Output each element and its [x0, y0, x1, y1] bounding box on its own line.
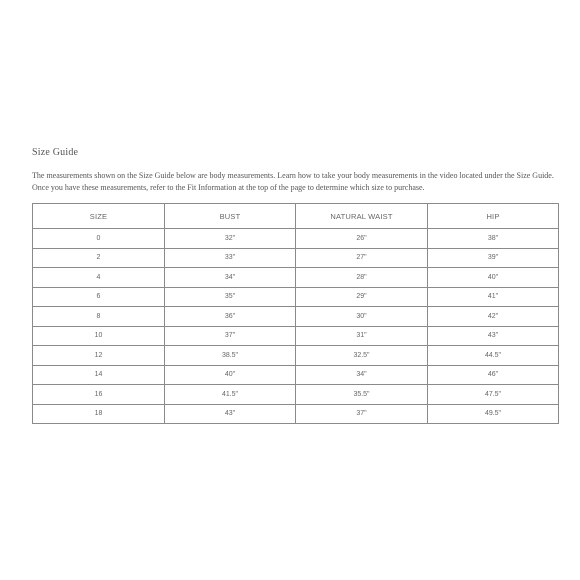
- description-line: Once you have these measurements, refer to the Fit Information at the top of the page to determine which size to purchase.: [32, 183, 425, 192]
- cell-size: 8: [33, 307, 165, 327]
- cell-natural-waist: 30": [296, 307, 428, 327]
- cell-hip: 40": [428, 268, 559, 288]
- cell-hip: 42": [428, 307, 559, 327]
- page-title: Size Guide: [32, 147, 79, 158]
- size-table: [32, 203, 559, 424]
- cell-size: 16: [33, 385, 165, 405]
- table-row: [33, 287, 559, 307]
- size-guide-description: [32, 170, 562, 194]
- column-header-bust: BUST: [165, 204, 296, 229]
- cell-bust: 41.5": [165, 385, 296, 405]
- cell-hip: 44.5": [428, 346, 559, 366]
- cell-bust: 34": [165, 268, 296, 288]
- cell-hip: 43": [428, 326, 559, 346]
- cell-bust: 36": [165, 307, 296, 327]
- cell-natural-waist: 29": [296, 287, 428, 307]
- table-row: [33, 326, 559, 346]
- cell-natural-waist: 27": [296, 248, 428, 268]
- cell-size: 10: [33, 326, 165, 346]
- cell-hip: 47.5": [428, 385, 559, 405]
- cell-hip: 49.5": [428, 404, 559, 424]
- cell-bust: 32": [165, 229, 296, 249]
- table-row: [33, 385, 559, 405]
- cell-bust: 35": [165, 287, 296, 307]
- cell-bust: 37": [165, 326, 296, 346]
- table-row: [33, 248, 559, 268]
- cell-size: 2: [33, 248, 165, 268]
- cell-size: 14: [33, 365, 165, 385]
- cell-size: 6: [33, 287, 165, 307]
- cell-bust: 38.5": [165, 346, 296, 366]
- cell-natural-waist: 34": [296, 365, 428, 385]
- cell-natural-waist: 32.5": [296, 346, 428, 366]
- table-row: [33, 365, 559, 385]
- cell-bust: 43": [165, 404, 296, 424]
- cell-size: 18: [33, 404, 165, 424]
- cell-natural-waist: 35.5": [296, 385, 428, 405]
- cell-hip: 39": [428, 248, 559, 268]
- cell-natural-waist: 37": [296, 404, 428, 424]
- cell-size: 12: [33, 346, 165, 366]
- table-row: [33, 404, 559, 424]
- table-body: [33, 229, 559, 424]
- column-header-hip: HIP: [428, 204, 559, 229]
- cell-hip: 41": [428, 287, 559, 307]
- cell-natural-waist: 26": [296, 229, 428, 249]
- column-header-size: SIZE: [33, 204, 165, 229]
- column-header-natural-waist: NATURAL WAIST: [296, 204, 428, 229]
- table-row: [33, 229, 559, 249]
- cell-bust: 40": [165, 365, 296, 385]
- table-header-row: [33, 204, 559, 229]
- table-row: [33, 346, 559, 366]
- table-row: [33, 307, 559, 327]
- cell-hip: 46": [428, 365, 559, 385]
- table-row: [33, 268, 559, 288]
- cell-hip: 38": [428, 229, 559, 249]
- cell-size: 4: [33, 268, 165, 288]
- cell-natural-waist: 31": [296, 326, 428, 346]
- cell-natural-waist: 28": [296, 268, 428, 288]
- description-line: The measurements shown on the Size Guide below are body measurements. Learn how to take your body measurements in the video located under the Size Guide.: [32, 171, 554, 180]
- cell-size: 0: [33, 229, 165, 249]
- cell-bust: 33": [165, 248, 296, 268]
